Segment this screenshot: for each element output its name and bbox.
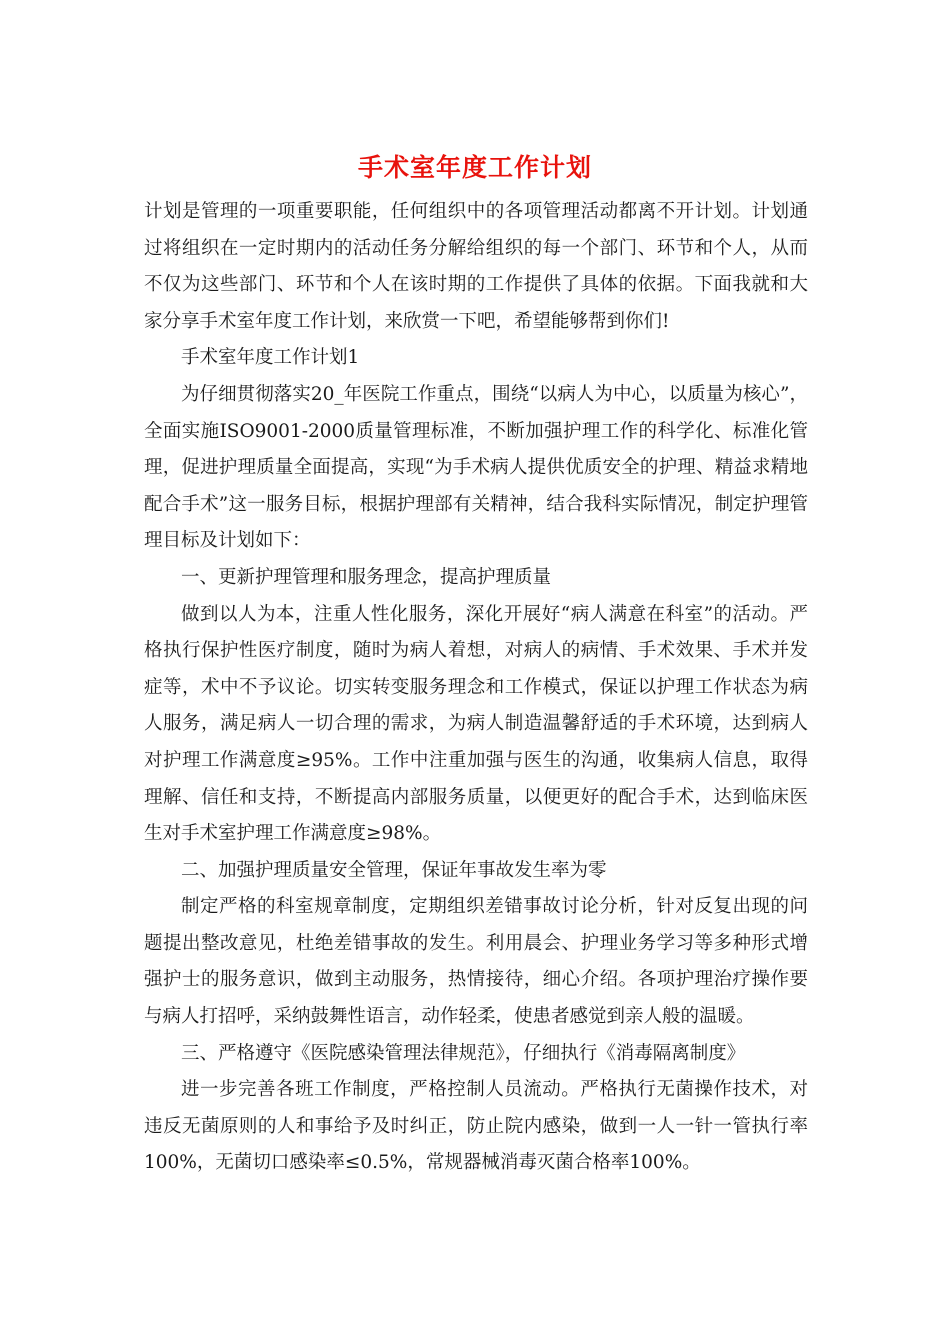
body-paragraph: 为仔细贯彻落实20_年医院工作重点，围绕“以病人为中心，以质量为核心”，全面实施ISO9001-2000质量管理标准，不断加强护理工作的科学化、标准化管理，促进护理质量全面提高，实现“为手术病人提供优质安全的护理、精益求精地配合手术”这一服务目标，根据护理部有关精神，结合我科实际情况，制定护理管理目标及计划如下： [144, 383, 808, 552]
section-heading-plan-1: 手术室年度工作计划1 [181, 347, 360, 369]
section-heading-1: 一、更新护理管理和服务理念，提高护理质量 [181, 566, 552, 588]
section-heading-2: 二、加强护理质量安全管理，保证年事故发生率为零 [181, 859, 607, 881]
body-paragraph: 制定严格的科室规章制度，定期组织差错事故讨论分析，针对反复出现的问题提出整改意见，杜绝差错事故的发生。利用晨会、护理业务学习等多种形式增强护士的服务意识，做到主动服务，热情接待，细心介绍。各项护理治疗操作要与病人打招呼，采纳鼓舞性语言，动作轻柔，使患者感觉到亲人般的温暖。 [144, 896, 808, 1028]
body-paragraph: 进一步完善各班工作制度，严格控制人员流动。严格执行无菌操作技术，对违反无菌原则的人和事给予及时纠正，防止院内感染，做到一人一针一管执行率100%，无菌切口感染率≤0.5%，常规器械消毒灭菌合格率100%。 [144, 1079, 808, 1174]
section-heading-3: 三、严格遵守《医院感染管理法律规范》，仔细执行《消毒隔离制度》 [181, 1042, 746, 1064]
document-title: 手术室年度工作计划 [357, 153, 592, 182]
body-paragraph: 做到以人为本，注重人性化服务，深化开展好“病人满意在科室”的活动。严格执行保护性医疗制度，随时为病人着想，对病人的病情、手术效果、手术并发症等，术中不予议论。切实转变服务理念和工作模式，保证以护理工作状态为病人服务，满足病人一切合理的需求，为病人制造温馨舒适的手术环境，达到病人对护理工作满意度≥95%。工作中注重加强与医生的沟通，收集病人信息，取得理解、信任和支持，不断提高内部服务质量，以便更好的配合手术，达到临床医生对手术室护理工作满意度≥98%。 [144, 603, 808, 845]
document-body [144, 194, 808, 1182]
intro-paragraph: 计划是管理的一项重要职能，任何组织中的各项管理活动都离不开计划。计划通过将组织在一定时期内的活动任务分解给组织的每一个部门、环节和个人，从而不仅为这些部门、环节和个人在该时期的工作提供了具体的依据。下面我就和大家分享手术室年度工作计划，来欣赏一下吧，希望能够帮到你们! [144, 201, 808, 332]
